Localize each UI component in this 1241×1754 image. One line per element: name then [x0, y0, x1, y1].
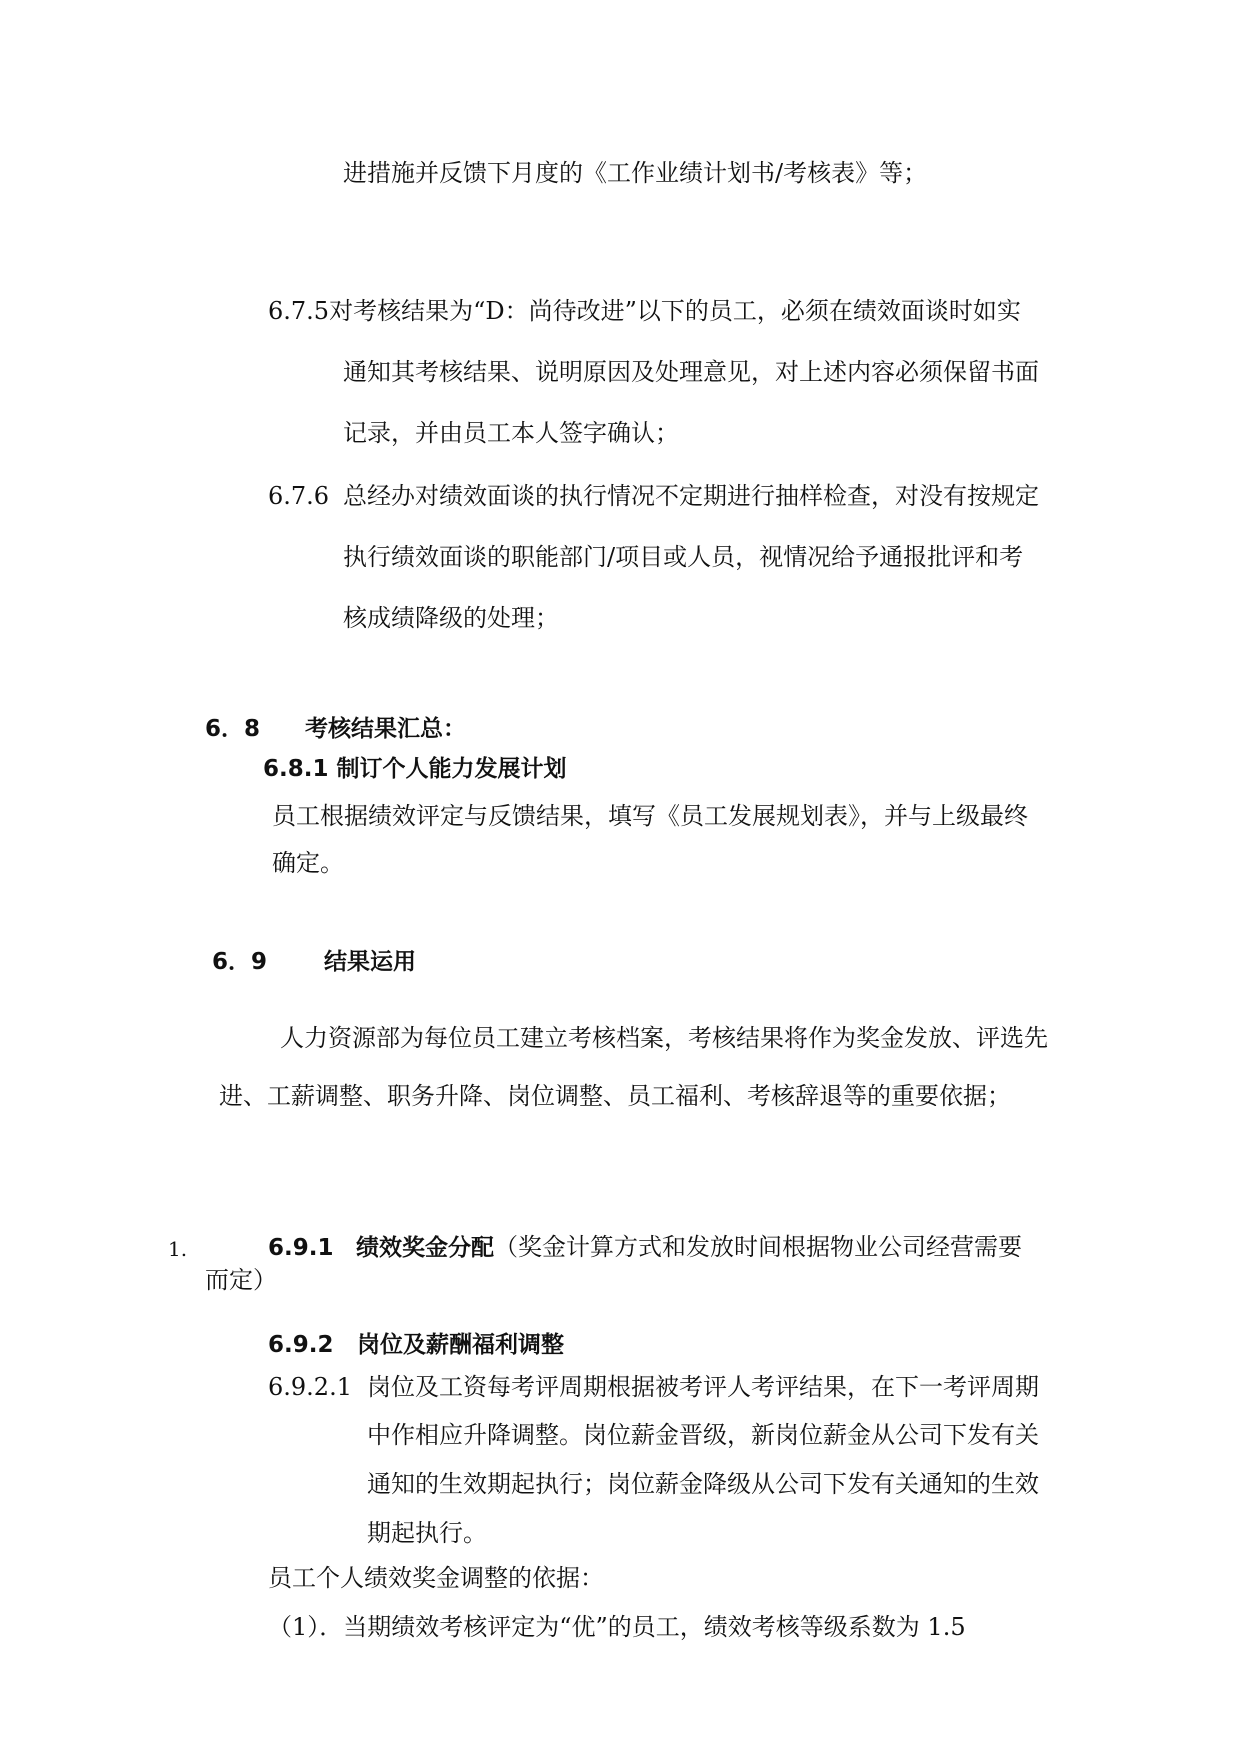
- paragraph-681-line-1: 员工根据绩效评定与反馈结果，填写《员工发展规划表》，并与上级最终: [272, 802, 1028, 830]
- paragraph-675-text-1: 对考核结果为“D：尚待改进”以下的员工，必须在绩效面谈时如实: [329, 297, 1021, 325]
- paragraph-69-line-2: 进、工薪调整、职务升降、岗位调整、员工福利、考核辞退等的重要依据；: [219, 1082, 1011, 1110]
- paragraph-675-line-2: 通知其考核结果、说明原因及处理意见，对上述内容必须保留书面: [343, 358, 1039, 386]
- paragraph-6921-line-4: 期起执行。: [367, 1519, 487, 1547]
- section-691-line-1: [268, 1232, 1022, 1263]
- paragraph-676-line-2: 执行绩效面谈的职能部门/项目或人员，视情况给予通报批评和考: [343, 543, 1024, 571]
- bonus-item-1: （1）．当期绩效考核评定为“优”的员工，绩效考核等级系数为 1.5: [268, 1613, 966, 1641]
- section-69-heading: [212, 947, 416, 977]
- paragraph-675-number: 6.7.5: [268, 297, 330, 325]
- section-69-title: 结果运用: [324, 949, 416, 975]
- paragraph-6921-text-1: 岗位及工资每考评周期根据被考评人考评结果，在下一考评周期: [367, 1373, 1039, 1401]
- paragraph-675-line-1: [268, 296, 1021, 326]
- section-681-heading: 6.8.1 制订个人能力发展计划: [263, 756, 567, 782]
- paragraph-676-line-3: 核成绩降级的处理；: [343, 604, 559, 632]
- section-691-title: 绩效奖金分配: [356, 1235, 494, 1261]
- section-692-title: 岗位及薪酬福利调整: [357, 1332, 564, 1358]
- paragraph-6921-line-1: [268, 1372, 1039, 1402]
- paragraph-676-number: 6.7.6: [268, 482, 330, 510]
- section-68-title: 考核结果汇总：: [305, 716, 466, 742]
- list-marker: 1.: [168, 1237, 188, 1261]
- paragraph-6921-line-2: 中作相应升降调整。岗位薪金晋级，新岗位薪金从公司下发有关: [367, 1421, 1039, 1449]
- paragraph-676-line-1: [268, 481, 1039, 511]
- section-69-number: 6．9: [212, 949, 268, 975]
- paragraph-69-line-1: 人力资源部为每位员工建立考核档案，考核结果将作为奖金发放、评选先: [280, 1024, 1048, 1052]
- paragraph-681-line-2: 确定。: [272, 849, 344, 877]
- section-691-note-1: （奖金计算方式和发放时间根据物业公司经营需要: [494, 1233, 1022, 1261]
- paragraph-6921-number: 6.9.2.1: [268, 1373, 352, 1401]
- paragraph-676-text-1: 总经办对绩效面谈的执行情况不定期进行抽样检查，对没有按规定: [343, 482, 1039, 510]
- section-691-note-2: 而定）: [205, 1266, 277, 1294]
- paragraph-6921-line-3: 通知的生效期起执行；岗位薪金降级从公司下发有关通知的生效: [367, 1470, 1039, 1498]
- section-692-heading: [268, 1330, 564, 1360]
- paragraph-674-continuation: 进措施并反馈下月度的《工作业绩计划书/考核表》等；: [343, 159, 928, 187]
- section-68-heading: [205, 714, 466, 744]
- paragraph-675-line-3: 记录，并由员工本人签字确认；: [343, 419, 679, 447]
- section-691-number: 6.9.1: [268, 1235, 334, 1261]
- bonus-basis-label: 员工个人绩效奖金调整的依据：: [268, 1564, 604, 1592]
- section-68-number: 6．8: [205, 716, 261, 742]
- section-692-number: 6.9.2: [268, 1332, 334, 1358]
